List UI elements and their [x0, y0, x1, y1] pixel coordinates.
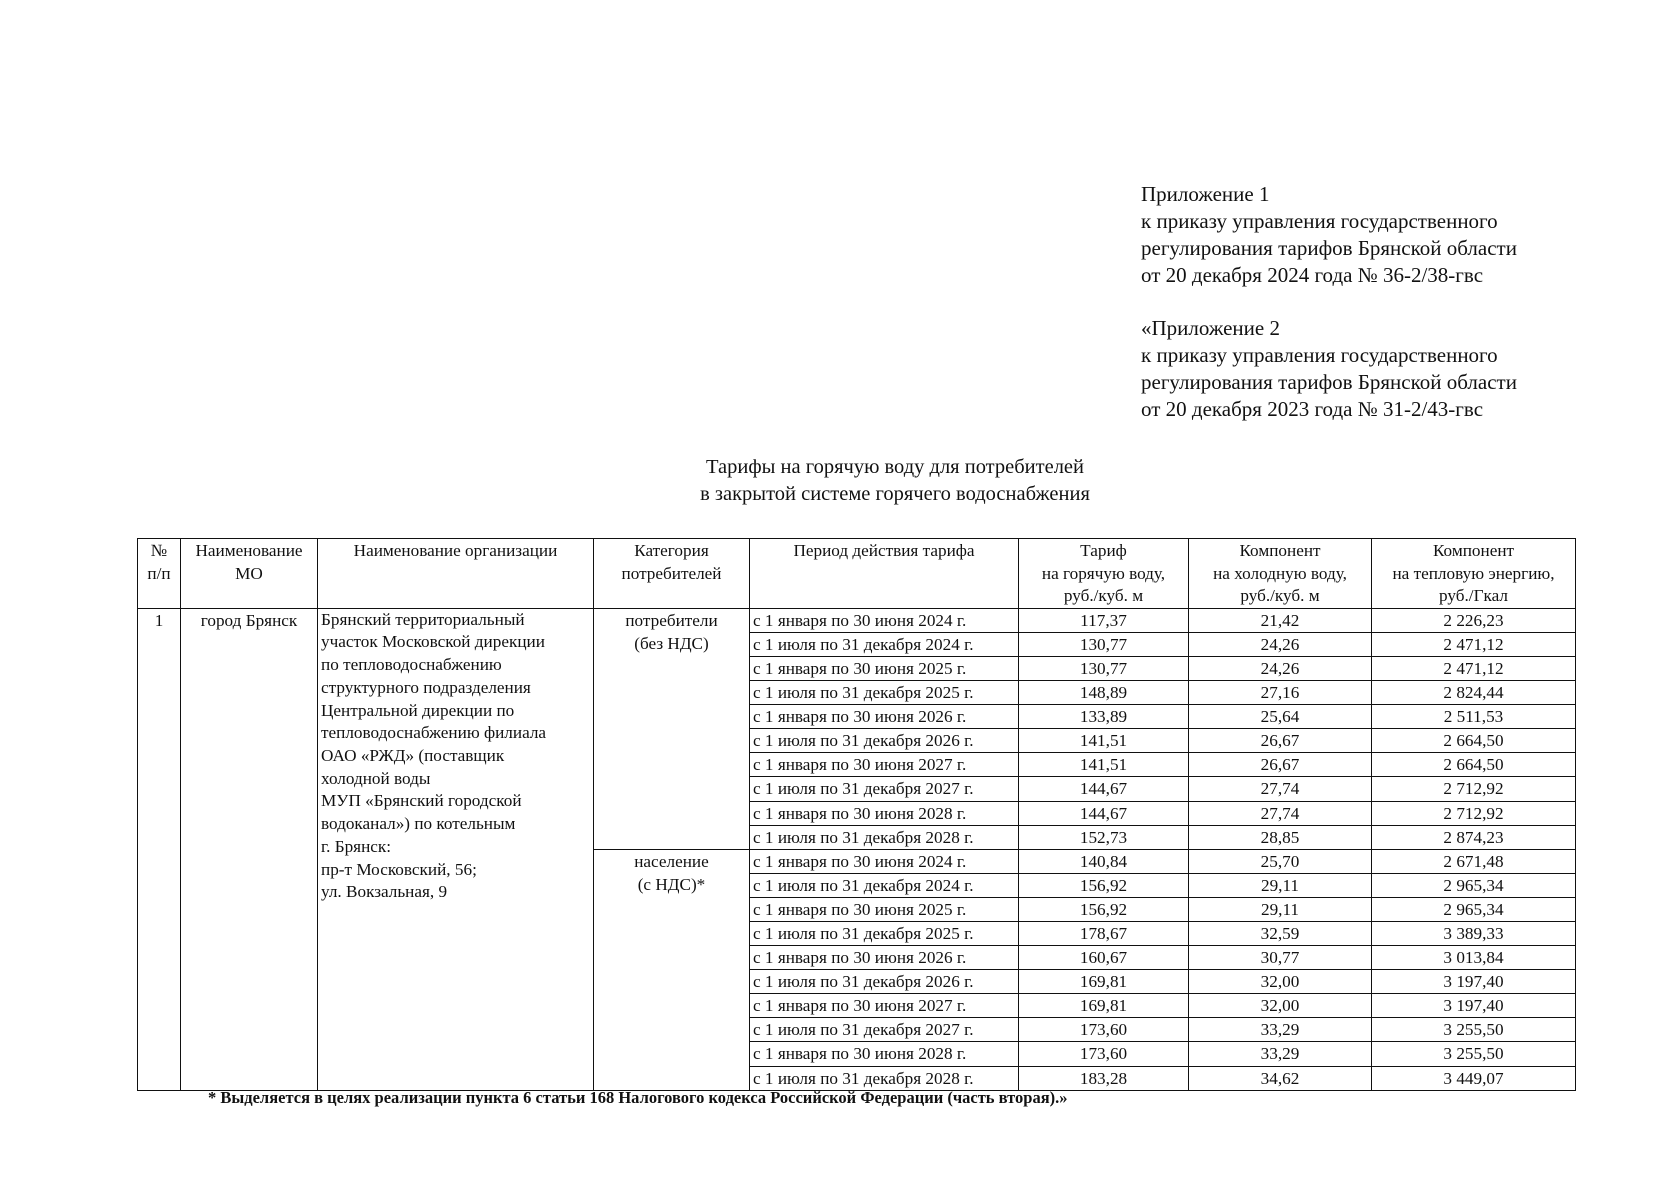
hot-water-tariff: 178,67: [1019, 922, 1189, 946]
organization-line: Брянский территориальный: [321, 609, 525, 629]
cold-water-component: 27,74: [1189, 777, 1372, 801]
heat-energy-component: 2 664,50: [1372, 729, 1576, 753]
cold-water-component: 34,62: [1189, 1066, 1372, 1090]
heat-energy-component: 2 965,34: [1372, 873, 1576, 897]
tariff-period: с 1 июля по 31 декабря 2025 г.: [750, 681, 1019, 705]
heat-energy-component: 3 389,33: [1372, 922, 1576, 946]
tariff-period: с 1 июля по 31 декабря 2026 г.: [750, 970, 1019, 994]
hot-water-tariff: 141,51: [1019, 753, 1189, 777]
tariff-period: с 1 июля по 31 декабря 2027 г.: [750, 777, 1019, 801]
hot-water-tariff: 130,77: [1019, 656, 1189, 680]
header-num: № п/п: [138, 539, 181, 609]
cold-water-component: 28,85: [1189, 825, 1372, 849]
heat-energy-component: 3 449,07: [1372, 1066, 1576, 1090]
row-index: 1: [138, 608, 181, 1090]
title-line: Тарифы на горячую воду для потребителей: [705, 456, 1085, 478]
tariff-period: с 1 июля по 31 декабря 2027 г.: [750, 1018, 1019, 1042]
organization-line: водоканал») по котельным: [321, 814, 516, 834]
organization-line: Центральной дирекции по: [321, 700, 515, 720]
hot-water-tariff: 144,67: [1019, 777, 1189, 801]
hot-water-tariff: 173,60: [1019, 1042, 1189, 1066]
tariff-period: с 1 июля по 31 декабря 2025 г.: [750, 922, 1019, 946]
header-organization: Наименование организации: [318, 539, 594, 609]
cold-water-component: 32,00: [1189, 970, 1372, 994]
hot-water-tariff: 183,28: [1019, 1066, 1189, 1090]
cold-water-component: 25,70: [1189, 849, 1372, 873]
document-title: [0, 454, 1677, 508]
cold-water-component: 26,67: [1189, 753, 1372, 777]
tariff-period: с 1 января по 30 июня 2026 г.: [750, 946, 1019, 970]
footnote: * Выделяется в целях реализации пункта 6 статьи 168 Налогового кодекса Российской Федерации (часть вторая).»: [208, 1088, 1068, 1107]
cold-water-component: 32,00: [1189, 994, 1372, 1018]
hot-water-tariff: 130,77: [1019, 632, 1189, 656]
tariff-period: с 1 января по 30 июня 2027 г.: [750, 753, 1019, 777]
appendix-1-block: [1141, 181, 1517, 289]
heat-energy-component: 3 255,50: [1372, 1042, 1576, 1066]
hot-water-tariff: 169,81: [1019, 994, 1189, 1018]
tariff-period: с 1 июля по 31 декабря 2024 г.: [750, 873, 1019, 897]
header-mo: Наименование МО: [181, 539, 318, 609]
organization-line: МУП «Брянский городской: [321, 791, 522, 811]
hot-water-tariff: 148,89: [1019, 681, 1189, 705]
heat-energy-component: 2 511,53: [1372, 705, 1576, 729]
organization-line: ул. Вокзальная, 9: [321, 882, 448, 902]
heat-energy-component: 3 013,84: [1372, 946, 1576, 970]
header-heat-energy: Компонент на тепловую энергию, руб./Гкал: [1372, 539, 1576, 609]
tariff-period: с 1 июля по 31 декабря 2024 г.: [750, 632, 1019, 656]
hot-water-tariff: 156,92: [1019, 897, 1189, 921]
heat-energy-component: 3 255,50: [1372, 1018, 1576, 1042]
category-line: потребители: [625, 610, 718, 630]
municipality-name: город Брянск: [181, 608, 318, 1090]
category-line: (без НДС): [634, 633, 709, 653]
organization-line: пр-т Московский, 56;: [321, 859, 477, 879]
organization-line: г. Брянск:: [321, 836, 392, 856]
organization-line: структурного подразделения: [321, 677, 531, 697]
cold-water-component: 33,29: [1189, 1018, 1372, 1042]
heat-energy-component: 2 471,12: [1372, 656, 1576, 680]
hot-water-tariff: 152,73: [1019, 825, 1189, 849]
tariff-period: с 1 июля по 31 декабря 2026 г.: [750, 729, 1019, 753]
appendix-1-line: регулирования тарифов Брянской области: [1141, 236, 1517, 260]
tariff-period: с 1 января по 30 июня 2024 г.: [750, 608, 1019, 632]
appendix-1-line: Приложение 1: [1141, 182, 1270, 206]
category-line: население: [634, 851, 709, 871]
tariff-period: с 1 января по 30 июня 2028 г.: [750, 1042, 1019, 1066]
cold-water-component: 21,42: [1189, 608, 1372, 632]
heat-energy-component: 2 226,23: [1372, 608, 1576, 632]
header-period: Период действия тарифа: [750, 539, 1019, 609]
appendix-2-line: регулирования тарифов Брянской области: [1141, 370, 1517, 394]
hot-water-tariff: 156,92: [1019, 873, 1189, 897]
heat-energy-component: 2 965,34: [1372, 897, 1576, 921]
consumer-category: [594, 849, 750, 1090]
appendix-2-block: [1141, 315, 1517, 423]
cold-water-component: 32,59: [1189, 922, 1372, 946]
organization-name: [318, 608, 594, 1090]
cold-water-component: 29,11: [1189, 873, 1372, 897]
tariff-period: с 1 июля по 31 декабря 2028 г.: [750, 1066, 1019, 1090]
header-category: Категория потребителей: [594, 539, 750, 609]
tariff-period: с 1 января по 30 июня 2025 г.: [750, 897, 1019, 921]
heat-energy-component: 2 712,92: [1372, 801, 1576, 825]
title-line: в закрытой системе горячего водоснабжения: [700, 483, 1090, 505]
cold-water-component: 25,64: [1189, 705, 1372, 729]
cold-water-component: 27,74: [1189, 801, 1372, 825]
hot-water-tariff: 160,67: [1019, 946, 1189, 970]
tariff-period: с 1 января по 30 июня 2028 г.: [750, 801, 1019, 825]
tariff-period: с 1 января по 30 июня 2027 г.: [750, 994, 1019, 1018]
heat-energy-component: 2 471,12: [1372, 632, 1576, 656]
tariff-period: с 1 января по 30 июня 2024 г.: [750, 849, 1019, 873]
appendix-2-line: от 20 декабря 2023 года № 31-2/43-гвс: [1141, 397, 1484, 421]
cold-water-component: 29,11: [1189, 897, 1372, 921]
heat-energy-component: 2 664,50: [1372, 753, 1576, 777]
cold-water-component: 26,67: [1189, 729, 1372, 753]
table-header-row: [138, 539, 1576, 609]
cold-water-component: 33,29: [1189, 1042, 1372, 1066]
appendix-2-line: к приказу управления государственного: [1141, 343, 1498, 367]
appendix-1-line: от 20 декабря 2024 года № 36-2/38-гвс: [1141, 263, 1484, 287]
heat-energy-component: 3 197,40: [1372, 994, 1576, 1018]
heat-energy-component: 2 671,48: [1372, 849, 1576, 873]
heat-energy-component: 2 712,92: [1372, 777, 1576, 801]
appendix-1-line: к приказу управления государственного: [1141, 209, 1498, 233]
hot-water-tariff: 140,84: [1019, 849, 1189, 873]
consumer-category: [594, 608, 750, 849]
hot-water-tariff: 144,67: [1019, 801, 1189, 825]
appendix-2-line: «Приложение 2: [1141, 316, 1280, 340]
hot-water-tariff: 169,81: [1019, 970, 1189, 994]
appendix-header: [1141, 181, 1517, 423]
tariff-period: с 1 июля по 31 декабря 2028 г.: [750, 825, 1019, 849]
organization-line: ОАО «РЖД» (поставщик: [321, 746, 505, 765]
cold-water-component: 24,26: [1189, 632, 1372, 656]
cold-water-component: 27,16: [1189, 681, 1372, 705]
table-body: [138, 608, 1576, 1090]
table-row: [138, 608, 1576, 632]
tariff-period: с 1 января по 30 июня 2026 г.: [750, 705, 1019, 729]
tariff-period: с 1 января по 30 июня 2025 г.: [750, 656, 1019, 680]
hot-water-tariff: 141,51: [1019, 729, 1189, 753]
tariff-table: [137, 538, 1576, 1091]
heat-energy-component: 2 824,44: [1372, 681, 1576, 705]
hot-water-tariff: 173,60: [1019, 1018, 1189, 1042]
header-tariff: Тариф на горячую воду, руб./куб. м: [1019, 539, 1189, 609]
heat-energy-component: 3 197,40: [1372, 970, 1576, 994]
category-line: (с НДС)*: [637, 874, 706, 894]
heat-energy-component: 2 874,23: [1372, 825, 1576, 849]
organization-line: по тепловодоснабжению: [321, 655, 502, 675]
cold-water-component: 30,77: [1189, 946, 1372, 970]
cold-water-component: 24,26: [1189, 656, 1372, 680]
hot-water-tariff: 117,37: [1019, 608, 1189, 632]
organization-line: участок Московской дирекции: [321, 632, 545, 652]
hot-water-tariff: 133,89: [1019, 705, 1189, 729]
header-cold-water: Компонент на холодную воду, руб./куб. м: [1189, 539, 1372, 609]
organization-line: холодной воды: [321, 768, 431, 788]
organization-line: тепловодоснабжению филиала: [321, 723, 547, 743]
